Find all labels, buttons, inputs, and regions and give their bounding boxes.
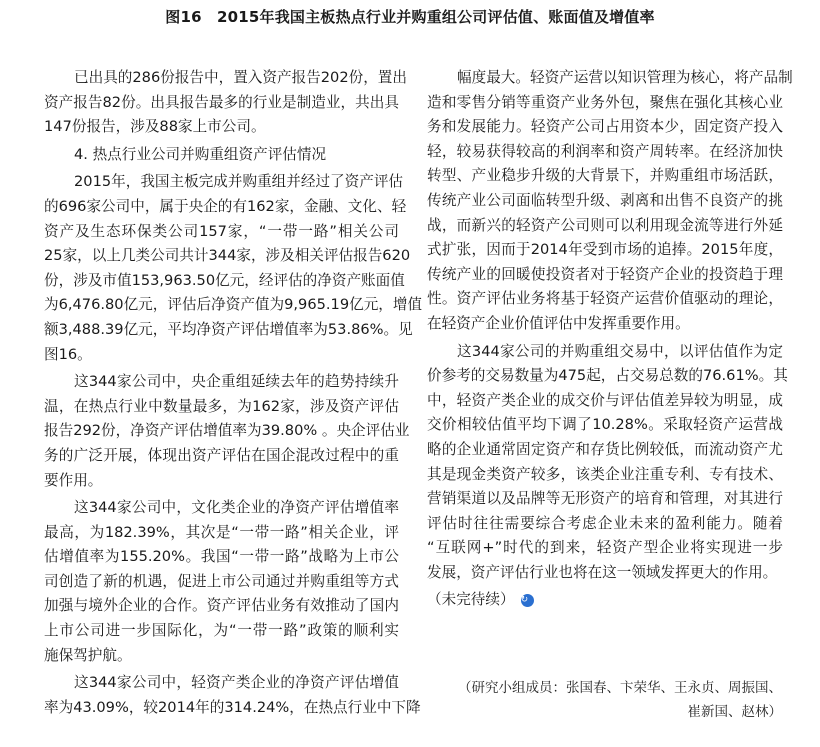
credits-line-1: （研究小组成员：张国春、卞荣华、王永贞、周振国、 <box>458 680 782 696</box>
text-line: 率为43.09%，较2014年的314.24%，在热点行业中下降 <box>44 698 421 716</box>
text-line: 估增值率为155.20%。我国“一带一路”战略为上市公 <box>44 548 399 566</box>
text-line: 幅度最大。轻资产运营以知识管理为核心，将产品制 <box>457 69 793 86</box>
credits-line-2: 崔新国、赵林） <box>687 704 782 720</box>
text-line: 图16。 <box>44 345 92 363</box>
text-line: 中，轻资产类企业的成交价与评估值差异较为明显，成 <box>427 391 783 409</box>
text-line: 加强与境外企业的合作。资产评估业务有效推动了国内 <box>44 597 399 615</box>
text-line: 交价相较估值平均下调了10.28%。采取轻资产运营战 <box>427 416 783 434</box>
text-line: 147份报告，涉及88家上市公司。 <box>44 118 266 136</box>
text-line: 额3,488.39亿元，平均净资产评估增值率为53.86%。见 <box>44 320 413 338</box>
text-line: 式扩张，因而于2014年受到市场的追捧。2015年度， <box>427 241 783 259</box>
text-line: 报告292份，净资产评估增值率为39.80% 。央企评估业 <box>44 422 410 440</box>
text-line: 传统产业公司面临转型升级、剥离和出售不良资产的挑 <box>427 191 783 209</box>
text-line: 4. 热点行业公司并购重组资产评估情况 <box>74 145 327 163</box>
text-line: 造和零售分销等重资产业务外包，聚焦在强化其核心业 <box>427 93 783 111</box>
left-column <box>44 66 423 723</box>
text-line: 这344家公司中，央企重组延续去年的趋势持续升 <box>74 373 399 391</box>
end-mark-icon: ↻ <box>521 594 534 607</box>
text-line: 要作用。 <box>44 471 103 489</box>
text-line: 这344家公司中，轻资产类企业的净资产评估增值 <box>74 674 399 692</box>
text-line: 这344家公司的并购重组交易中，以评估值作为定 <box>457 342 783 360</box>
text-line: “互联网+”时代的到来，轻资产型企业将实现进一步 <box>427 539 783 557</box>
text-line: 份，涉及市值153,963.50亿元，经评估的净资产账面值 <box>44 271 405 289</box>
paragraph <box>44 496 399 668</box>
text-line: 已出具的286份报告中，置入资产报告202份，置出 <box>74 69 407 86</box>
text-line: 施保驾护航。 <box>44 646 132 664</box>
research-team-credits <box>458 676 782 724</box>
text-line: 轻，较易获得较高的利润率和资产周转率。在经济加快 <box>427 142 783 160</box>
text-line: 价参考的交易数量为475起，占交易总数的76.61%。其 <box>427 367 788 385</box>
text-line: 温，在热点行业中数量最多，为162家，涉及资产评估 <box>44 397 399 415</box>
text-line: 传统产业的回暖使投资者对于轻资产企业的投资趋于理 <box>427 265 783 283</box>
text-line: 转型、产业稳步升级的大背景下，并购重组市场活跃， <box>427 167 783 185</box>
text-line: 资产及生态环保类公司157家，“一带一路”相关公司 <box>44 222 399 240</box>
text-line: 25家，以上几类公司共计344家，涉及相关评估报告620 <box>44 247 411 265</box>
right-column <box>427 66 793 613</box>
paragraph <box>44 370 410 493</box>
text-line: 2015年，我国主板完成并购重组并经过了资产评估 <box>74 173 404 191</box>
text-line: 略的企业通常固定资产和存货比例较低，而流动资产尤 <box>427 440 783 458</box>
text-line: 这344家公司中，文化类企业的净资产评估增值率 <box>74 499 399 517</box>
text-line: 性。资产评估业务将基于轻资产运营价值驱动的理论， <box>427 290 783 308</box>
text-line: 上市公司进一步国际化，为“一带一路”政策的顺利实 <box>44 622 399 640</box>
text-line: 战，而新兴的轻资产公司则可以利用现金流等进行外延 <box>427 216 783 234</box>
text-line: 最高，为182.39%，其次是“一带一路”相关企业，评 <box>44 523 399 541</box>
to-be-continued-text: （未完待续） <box>427 591 515 609</box>
text-line: 的696家公司中，属于央企的有162家，金融、文化、轻 <box>44 197 407 215</box>
paragraph <box>44 66 407 140</box>
paragraph <box>44 170 423 367</box>
figure-title: 图16 2015年我国主板热点行业并购重组公司评估值、账面值及增值率 <box>165 8 655 26</box>
text-line: 营销渠道以及品牌等无形资产的培育和管理，对其进行 <box>427 490 783 508</box>
text-line: 发展，资产评估行业也将在这一领域发挥更大的作用。 <box>427 563 778 581</box>
text-line: 务的广泛开展，体现出资产评估在国企混改过程中的重 <box>44 446 399 464</box>
text-line: 评估时往往需要综合考虑企业未来的盈利能力。随着 <box>427 514 783 532</box>
text-line: 务和发展能力。轻资产公司占用资本少，固定资产投入 <box>427 118 783 136</box>
text-line: 在轻资产企业价值评估中发挥重要作用。 <box>427 314 690 332</box>
to-be-continued <box>427 588 783 613</box>
text-line: 司创造了新的机遇，促进上市公司通过并购重组等方式 <box>44 572 399 590</box>
text-line: 资产报告82份。出具报告最多的行业是制造业，共出具 <box>44 93 399 111</box>
paragraph <box>44 671 421 720</box>
text-line: 其是现金类资产较多，该类企业注重专利、专有技术、 <box>427 465 783 483</box>
paragraph <box>427 66 793 337</box>
text-line: 为6,476.80亿元，评估后净资产值为9,965.19亿元，增值 <box>44 296 423 314</box>
paragraph <box>427 340 788 586</box>
paragraph <box>44 143 399 168</box>
